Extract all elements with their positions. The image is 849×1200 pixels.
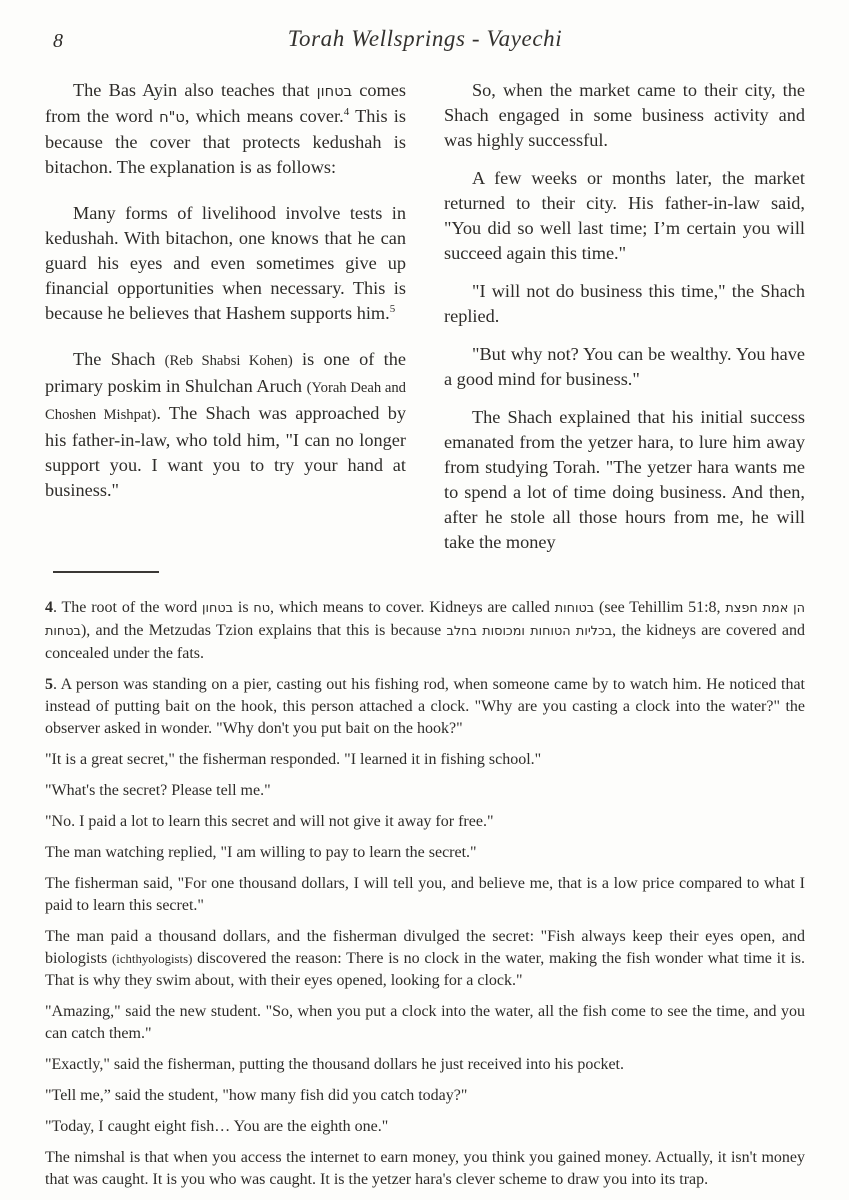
left-column — [45, 78, 406, 555]
footnote-separator — [53, 571, 159, 573]
footnote-5-paragraph — [45, 1116, 805, 1138]
text-run: "Today, I caught eight fish… You are the eighth one." — [45, 1118, 389, 1135]
text-run: . The root of the word — [53, 599, 203, 616]
hebrew-text-run: טח — [253, 601, 271, 616]
footnote-5-paragraph — [45, 780, 805, 802]
text-run: "No. I paid a lot to learn this secret and will not give it away for free." — [45, 813, 494, 830]
text-run: The Shach — [73, 349, 165, 369]
right-column — [444, 78, 805, 555]
text-run: The Bas Ayin also teaches that — [73, 80, 317, 100]
page-number: 8 — [53, 30, 63, 52]
hebrew-text-run: בטוחות — [554, 601, 595, 616]
footnote-5-paragraph — [45, 749, 805, 771]
text-run: discovered the reason: There is no clock in the water, making the fish wonder what time it is. That is why they swim about, with their eyes opened, looking for a clock." — [45, 950, 805, 989]
text-run: is — [233, 599, 254, 616]
footnote-5-paragraph — [45, 1001, 805, 1045]
footnote-5-paragraph — [45, 873, 805, 917]
page-title: Torah Wellsprings - Vayechi — [287, 26, 563, 51]
text-run: ), and the Metzudas Tzion explains that this is because — [80, 622, 447, 639]
footnote-reference: 5 — [389, 302, 396, 315]
text-run: . A person was standing on a pier, casting out his fishing rod, when someone came by to watch him. He noticed that instead of putting bait on the hook, this person attached a clock. "Why are you casting a clock into the water?" the observer asked in wonder. "Why don't you put bait on the hook?" — [45, 676, 805, 737]
main-text-columns — [45, 78, 805, 555]
footnote-5-paragraph — [45, 674, 805, 740]
paragraph-weeks-later: A few weeks or months later, the market returned to their city. His father-in-law said, "You did so well last time; I’m certain you will succeed again this time." — [444, 168, 805, 263]
footnote-number: 4 — [45, 599, 53, 616]
footnote-5-paragraph — [45, 811, 805, 833]
text-run: "Amazing," said the new student. "So, when you put a clock into the water, all the fish come to see the time, and you can catch them." — [45, 1003, 805, 1042]
text-run: , which means to cover. Kidneys are called — [270, 599, 555, 616]
hebrew-text-run: בטחון — [202, 601, 234, 616]
text-run: (see Tehillim 51:8, — [594, 599, 726, 616]
footnote-5-paragraph — [45, 1147, 805, 1191]
footnote-5-paragraph — [45, 1085, 805, 1107]
text-run: The fisherman said, "For one thousand dollars, I will tell you, and believe me, that is a low price compared to what I paid to learn this secret." — [45, 875, 805, 914]
hebrew-text-run: בכליות הטוחות ומכוסות בחלב — [446, 624, 613, 639]
hebrew-text-run: בטחון — [316, 83, 353, 100]
text-run: is one of the primary poskim in Shulchan Aruch — [45, 349, 407, 396]
footnote-5-paragraph — [45, 926, 805, 992]
paragraph-shach-explains: The Shach explained that his initial success emanated from the yetzer hara, to lure him away from studying Torah. "The yetzer hara wants me to spend a lot of time doing business. And then, after he stole all those hours from me, he will take the money — [444, 407, 805, 552]
parenthetical-text-run: (ichthyologists) — [112, 952, 193, 966]
footnote-5-paragraph — [45, 842, 805, 864]
parenthetical-text-run: (Yorah Deah and Choshen Mishpat) — [45, 380, 406, 423]
text-run: . The Shach was approached by his father-in-law, who told him, "I can no longer support you. I want you to try your hand at business." — [45, 403, 406, 500]
page-header — [45, 26, 805, 62]
text-run: comes from the word — [45, 80, 406, 126]
paragraph-why-not: "But why not? You can be wealthy. You have a good mind for business." — [444, 344, 805, 389]
text-run: , which means cover. — [184, 106, 344, 126]
paragraph-bas-ayin — [45, 78, 406, 180]
text-run: "What's the secret? Please tell me." — [45, 782, 271, 799]
text-run: Many forms of livelihood involve tests in kedushah. With bitachon, one knows that he can guard his eyes and even sometimes give up financial opportunities when necessary. This is because he believes that Hashem supports him. — [45, 203, 406, 323]
footnote-number: 5 — [45, 676, 53, 693]
paragraph-market: So, when the market came to their city, the Shach engaged in some business activity and was highly successful. — [444, 80, 805, 150]
hebrew-text-run: ט"ח — [159, 109, 185, 126]
footnotes-section — [45, 597, 805, 1191]
footnote-reference: 4 — [343, 105, 350, 118]
text-run: , the kidneys are covered and concealed under the fats. — [45, 622, 805, 662]
text-run: The man paid a thousand dollars, and the fisherman divulged the secret: "Fish always keep their eyes open, and biologists — [45, 928, 805, 967]
text-run: The man watching replied, "I am willing to pay to learn the secret." — [45, 844, 477, 861]
text-run: "Exactly," said the fisherman, putting the thousand dollars he just received into his pocket. — [45, 1056, 624, 1073]
footnote-4 — [45, 597, 805, 665]
text-run: The nimshal is that when you access the internet to earn money, you think you gained money. Actually, it isn't money that was caught. It is you who was caught. It is the yetzer hara's clever scheme to draw you into its trap. — [45, 1149, 805, 1188]
text-run: This is because the cover that protects kedushah is bitachon. The explanation is as follows: — [45, 106, 406, 177]
footnote-5-paragraph — [45, 1054, 805, 1076]
parenthetical-text-run: (Reb Shabsi Kohen) — [164, 353, 293, 369]
paragraph-no-business: "I will not do business this time," the Shach replied. — [444, 281, 805, 326]
text-run: "Tell me,” said the student, "how many fish did you catch today?" — [45, 1087, 468, 1104]
hebrew-text-run: הן אמת חפצת בטחות — [45, 601, 806, 639]
paragraph-shach-intro — [45, 347, 406, 503]
text-run: "It is a great secret," the fisherman responded. "I learned it in fishing school." — [45, 751, 542, 768]
paragraph-livelihood — [45, 201, 406, 326]
